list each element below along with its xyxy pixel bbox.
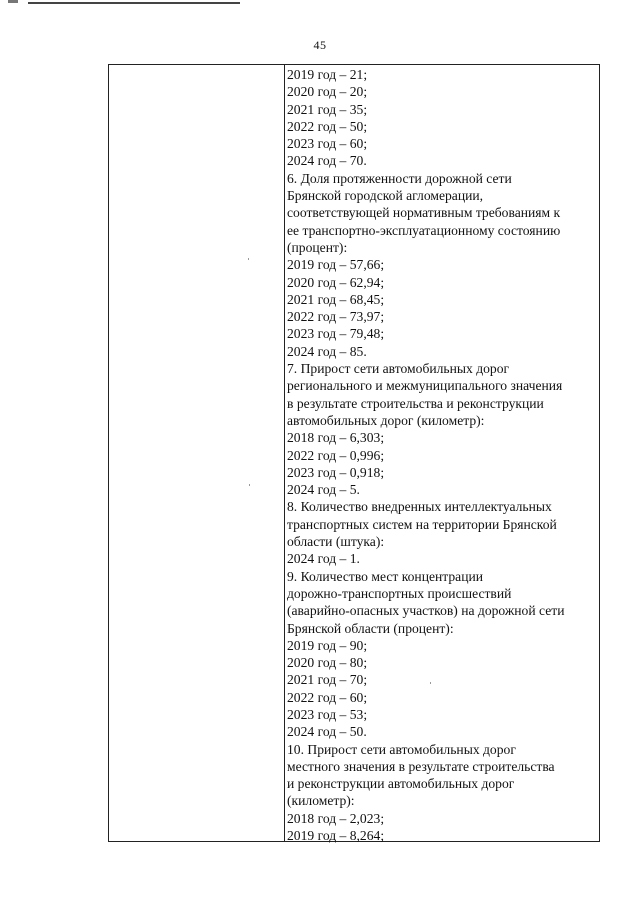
text-line: 2020 год – 80;	[287, 655, 368, 671]
text-line: (процент):	[287, 239, 348, 255]
text-line: 2023 год – 60;	[287, 136, 368, 152]
text-line: (аварийно-опасных участков) на дорожной сети	[287, 603, 565, 619]
text-line: 2020 год – 62,94;	[287, 274, 385, 290]
text-line: транспортных систем на территории Брянской	[287, 516, 557, 532]
text-line: 8. Количество внедренных интеллектуальных	[287, 499, 552, 515]
text-line: 2020 год – 20;	[287, 84, 368, 100]
text-line: 2019 год – 21;	[287, 67, 368, 82]
indicator-table	[108, 64, 600, 842]
scan-speck	[249, 484, 250, 486]
text-line: 2021 год – 68,45;	[287, 291, 385, 307]
text-line: 2024 год – 50.	[287, 724, 367, 740]
column-divider	[284, 65, 285, 841]
text-line: 9. Количество мест концентрации	[287, 568, 484, 584]
text-line: дорожно-транспортных происшествий	[287, 585, 512, 601]
scan-speck	[430, 682, 431, 684]
header-mark	[8, 0, 18, 3]
text-line: 2021 год – 70;	[287, 672, 368, 688]
text-line: 2024 год – 85.	[287, 343, 367, 359]
text-line: 2024 год – 70.	[287, 153, 367, 169]
text-line: соответствующей нормативным требованиям к	[287, 205, 561, 221]
text-line: 2023 год – 53;	[287, 706, 368, 722]
text-line: в результате строительства и реконструкции	[287, 395, 544, 411]
text-line: 2022 год – 60;	[287, 689, 368, 705]
text-line: и реконструкции автомобильных дорог	[287, 776, 515, 792]
text-line: Брянской области (процент):	[287, 620, 454, 636]
text-line: ее транспортно-эксплуатационному состоянию	[287, 222, 561, 238]
text-line: автомобильных дорог (километр):	[287, 412, 485, 428]
text-line: (километр):	[287, 793, 355, 809]
text-line: 2018 год – 6,303;	[287, 430, 385, 446]
text-line: 10. Прирост сети автомобильных дорог	[287, 741, 516, 757]
text-line: 7. Прирост сети автомобильных дорог	[287, 361, 510, 377]
text-line: 2023 год – 79,48;	[287, 326, 385, 342]
text-line: 6. Доля протяженности дорожной сети	[287, 170, 512, 186]
text-line: 2022 год – 50;	[287, 118, 368, 134]
text-line: 2022 год – 73,97;	[287, 309, 385, 325]
text-line: 2019 год – 57,66;	[287, 257, 385, 273]
indicator-values-cell	[287, 66, 597, 844]
text-line: 2021 год – 35;	[287, 101, 368, 117]
page-number: 45	[313, 38, 327, 52]
text-line: области (штука):	[287, 534, 385, 550]
text-line: 2022 год – 0,996;	[287, 447, 385, 463]
text-line: регионального и межмуниципального значения	[287, 378, 563, 394]
text-line: 2024 год – 1.	[287, 551, 360, 567]
text-line: 2019 год – 8,264;	[287, 828, 385, 844]
scan-speck	[248, 258, 249, 260]
text-line: 2024 год – 5.	[287, 482, 360, 498]
text-line: местного значения в результате строительства	[287, 758, 555, 774]
header-rule	[28, 2, 240, 4]
text-line: Брянской городской агломерации,	[287, 188, 484, 204]
text-line: 2023 год – 0,918;	[287, 464, 385, 480]
text-line: 2019 год – 90;	[287, 637, 368, 653]
text-line: 2018 год – 2,023;	[287, 810, 385, 826]
